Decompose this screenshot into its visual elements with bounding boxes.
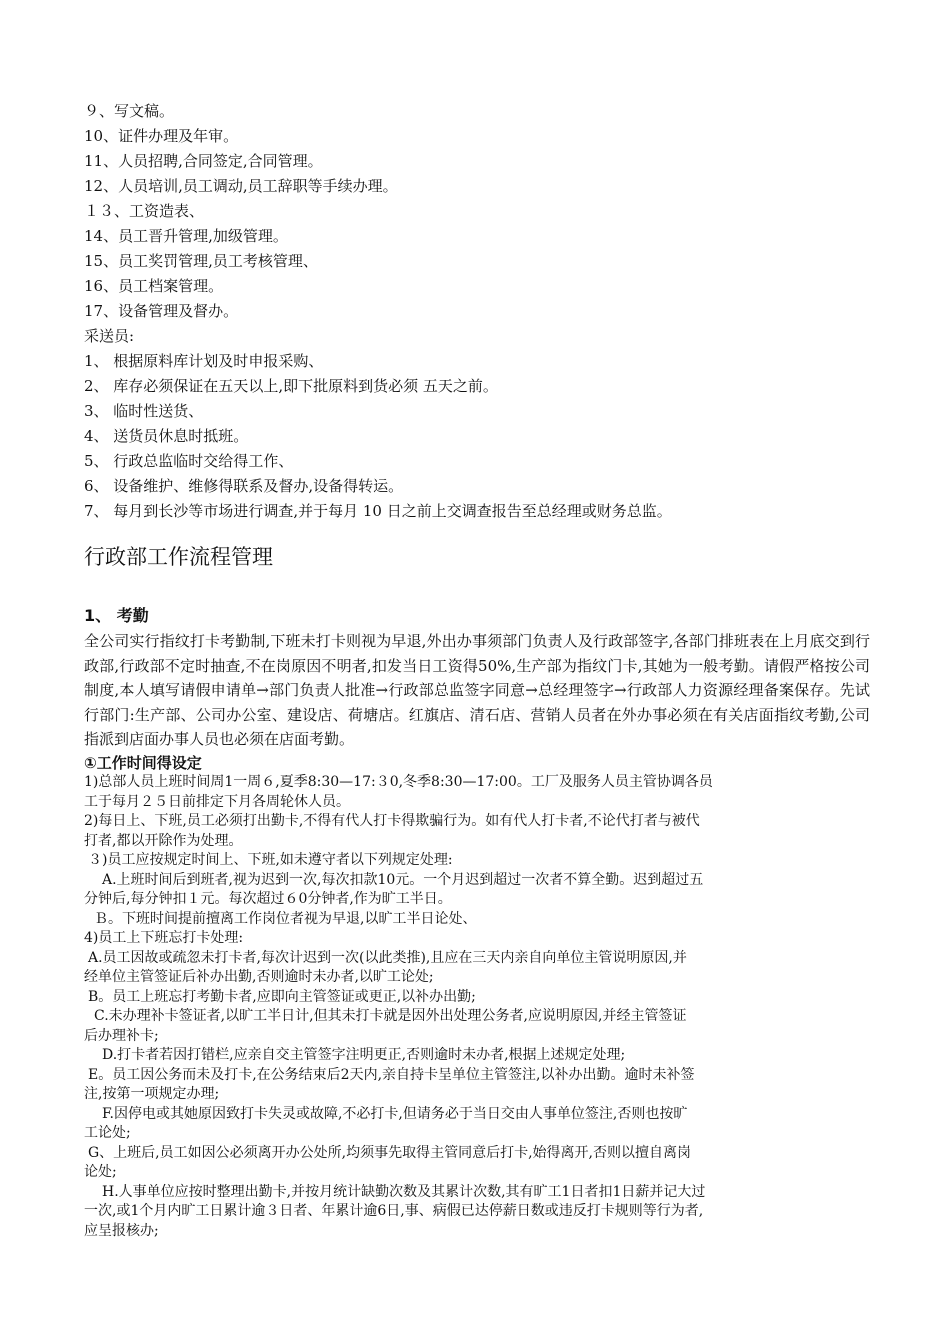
- rule-line: A.员工因故或疏忽未打卡者,每次计迟到一次(以此类推),且应在三天内亲自向单位主管说明原因,并: [88, 949, 687, 966]
- attendance-heading: 1、 考勤: [84, 606, 149, 625]
- list-item: 15、员工奖罚管理,员工考核管理、: [84, 252, 318, 270]
- rule-line: 分钟后,每分钟扣１元。每次超过６0分钟者,作为旷工半日。: [84, 891, 452, 907]
- rule-line: Ｂ。下班时间提前擅离工作岗位者视为早退,以旷工半日论处、: [94, 910, 477, 927]
- rule-line: 2)每日上、下班,员工必须打出勤卡,不得有代人打卡得欺骗行为。如有代人打卡者,不论代打者与被代: [84, 813, 700, 829]
- rule-line: A.上班时间后到班者,视为迟到一次,每次扣款10元。一个月迟到超过一次者不算全勤。迟到超过五: [102, 871, 704, 888]
- rule-line: 工论处;: [84, 1125, 131, 1141]
- list-item: 6、 设备维护、维修得联系及督办,设备得转运。: [84, 477, 404, 495]
- attendance-paragraph: 全公司实行指纹打卡考勤制,下班未打卡则视为早退,外出办事须部门负责人及行政部签字,各部门排班表在上月底交到行政部,行政部不定时抽查,不在岗原因不明者,扣发当日工资得50%,生产部为指纹门卡,其她为一般考勤。请假严格按公司制度,本人填写请假申请单→部门负责人批准→行政部总监签字同意→总经理签字→行政部人力资源经理备案保存。先试行部门:生产部、公司办公室、建设店、荷塘店。红旗店、清石店、营销人员者在外办事必须在有关店面指纹考勤,公司指派到店面办事人员也必须在店面考勤。: [84, 632, 870, 749]
- list-item: 11、人员招聘,合同签定,合同管理。: [84, 152, 323, 170]
- rule-line: 1)总部人员上班时间周1一周６,夏季8:30—17:３0,冬季8:30—17:00。工厂及服务人员主管协调各员: [84, 774, 713, 790]
- rule-line: 经单位主管签证后补办出勤,否则逾时未办者,以旷工论处;: [84, 969, 434, 985]
- rule-line: F.因停电或其她原因致打卡失灵或故障,不必打卡,但请务必于当日交由人事单位签注,否则也按旷: [102, 1105, 688, 1122]
- rule-line: B。员工上班忘打考勤卡者,应即向主管签证或更正,以补办出勤;: [88, 988, 476, 1005]
- list-item: 17、设备管理及督办。: [84, 302, 239, 320]
- list-item: 4、 送货员休息时抵班。: [84, 427, 249, 445]
- list-item: 5、 行政总监临时交给得工作、: [84, 452, 294, 470]
- rule-line: C.未办理补卡签证者,以旷工半日计,但其未打卡就是因外出处理公务者,应说明原因,并经主管签证: [94, 1008, 687, 1024]
- work-time-subheading: ①工作时间得设定: [84, 754, 202, 772]
- duties-list: [84, 99, 870, 524]
- list-item: 14、员工晋升管理,加级管理。: [84, 227, 288, 245]
- rule-line: 打者,都以开除作为处理。: [84, 832, 243, 849]
- rule-line: D.打卡者若因打错栏,应亲自交主管签字注明更正,否则逾时未办者,根据上述规定处理;: [102, 1047, 626, 1063]
- list-item: 2、 库存必须保证在五天以上,即下批原料到货必须 五天之前。: [84, 377, 498, 395]
- list-item: ９、写文稿。: [84, 102, 175, 120]
- list-item: 12、人员培训,员工调动,员工辞职等手续办理。: [84, 177, 398, 195]
- rule-line: 后办理补卡;: [84, 1027, 159, 1044]
- rule-line: E。员工因公务而未及打卡,在公务结束后2天内,亲自持卡呈单位主管签注,以补办出勤。逾时未补签: [88, 1066, 695, 1083]
- rule-line: H.人事单位应按时整理出勤卡,并按月统计缺勤次数及其累计次数,其有旷工1日者扣1日薪并记大过: [102, 1183, 706, 1200]
- rule-line: ３)员工应按规定时间上、下班,如未遵守者以下列规定处理:: [88, 852, 453, 868]
- rule-line: 一次,或1个月内旷工日累计逾３日者、年累计逾6日,事、病假已达停薪日数或违反打卡规则等行为者,: [84, 1203, 704, 1219]
- rule-line: 论处;: [84, 1164, 117, 1180]
- attendance-rules: [84, 773, 870, 1241]
- list-item: 1、 根据原料库计划及时申报采购、: [84, 352, 324, 370]
- list-item: １３、工资造表、: [84, 202, 205, 220]
- rule-line: 4)员工上下班忘打卡处理:: [84, 930, 244, 946]
- list-item: 7、 每月到长沙等市场进行调查,并于每月 10 日之前上交调查报告至总经理或财务总监。: [84, 502, 672, 520]
- rule-line: G、上班后,员工如因公必须离开办公处所,均须事先取得主管同意后打卡,始得离开,否则以擅自离岗: [88, 1144, 691, 1161]
- section-title: 行政部工作流程管理: [84, 545, 273, 569]
- list-item: 采送员:: [84, 327, 135, 345]
- rule-line: 注,按第一项规定办理;: [84, 1086, 220, 1102]
- list-item: 16、员工档案管理。: [84, 277, 224, 295]
- rule-line: 工于每月２５日前排定下月各周轮休人员。: [84, 793, 350, 810]
- rule-line: 应呈报核办;: [84, 1222, 159, 1239]
- list-item: 10、证件办理及年审。: [84, 127, 239, 145]
- list-item: 3、 临时性送货、: [84, 402, 204, 420]
